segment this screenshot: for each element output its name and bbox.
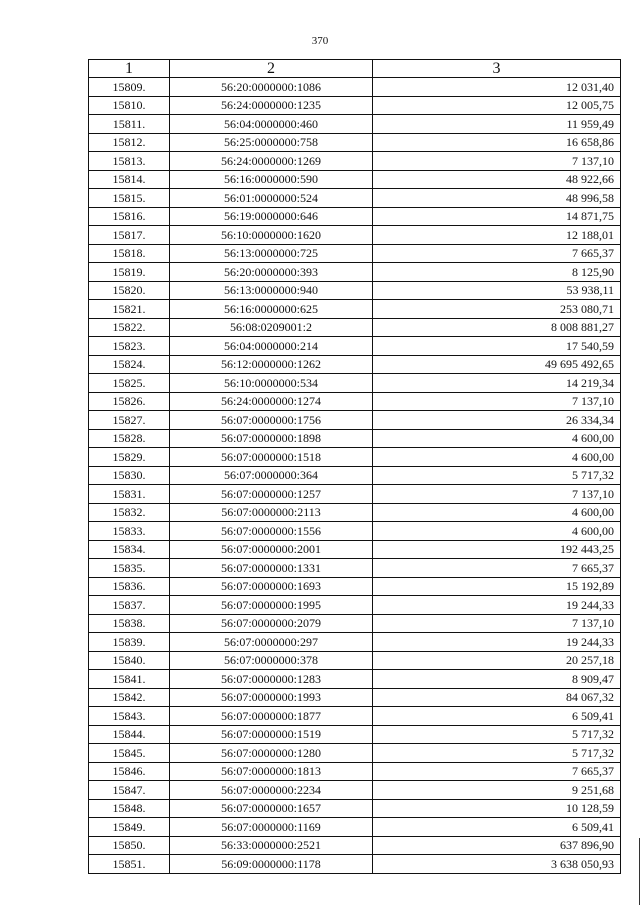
row-number-cell: 15833. xyxy=(89,522,170,541)
cadastral-number-cell: 56:07:0000000:297 xyxy=(170,633,373,652)
table-row xyxy=(89,855,621,874)
table-row xyxy=(89,762,621,781)
value-cell: 7 137,10 xyxy=(373,152,621,171)
value-cell: 7 137,10 xyxy=(373,614,621,633)
cadastral-number-cell: 56:10:0000000:1620 xyxy=(170,226,373,245)
table-row xyxy=(89,670,621,689)
table-row xyxy=(89,226,621,245)
cadastral-number-cell: 56:07:0000000:1898 xyxy=(170,429,373,448)
row-number-cell: 15812. xyxy=(89,133,170,152)
cadastral-number-cell: 56:24:0000000:1274 xyxy=(170,392,373,411)
row-number-cell: 15826. xyxy=(89,392,170,411)
row-number-cell: 15831. xyxy=(89,485,170,504)
cadastral-number-cell: 56:16:0000000:625 xyxy=(170,300,373,319)
row-number-cell: 15828. xyxy=(89,429,170,448)
table-row xyxy=(89,170,621,189)
row-number-cell: 15825. xyxy=(89,374,170,393)
table-row xyxy=(89,522,621,541)
table-row xyxy=(89,818,621,837)
row-number-cell: 15847. xyxy=(89,781,170,800)
cadastral-number-cell: 56:07:0000000:1657 xyxy=(170,799,373,818)
table-row xyxy=(89,78,621,97)
cadastral-number-cell: 56:24:0000000:1269 xyxy=(170,152,373,171)
value-cell: 53 938,11 xyxy=(373,281,621,300)
table-row xyxy=(89,781,621,800)
table-row xyxy=(89,374,621,393)
cadastral-number-cell: 56:13:0000000:725 xyxy=(170,244,373,263)
cadastral-number-cell: 56:12:0000000:1262 xyxy=(170,355,373,374)
value-cell: 15 192,89 xyxy=(373,577,621,596)
cadastral-number-cell: 56:07:0000000:1993 xyxy=(170,688,373,707)
row-number-cell: 15821. xyxy=(89,300,170,319)
row-number-cell: 15851. xyxy=(89,855,170,874)
page-number: 370 xyxy=(311,35,329,47)
table-row xyxy=(89,448,621,467)
cadastral-number-cell: 56:09:0000000:1178 xyxy=(170,855,373,874)
value-cell: 17 540,59 xyxy=(373,337,621,356)
table-row xyxy=(89,133,621,152)
row-number-cell: 15838. xyxy=(89,614,170,633)
value-cell: 84 067,32 xyxy=(373,688,621,707)
value-cell: 12 031,40 xyxy=(373,78,621,97)
row-number-cell: 15813. xyxy=(89,152,170,171)
value-cell: 9 251,68 xyxy=(373,781,621,800)
row-number-cell: 15835. xyxy=(89,559,170,578)
row-number-cell: 15839. xyxy=(89,633,170,652)
cadastral-number-cell: 56:07:0000000:1995 xyxy=(170,596,373,615)
row-number-cell: 15837. xyxy=(89,596,170,615)
table-row xyxy=(89,725,621,744)
row-number-cell: 15814. xyxy=(89,170,170,189)
value-cell: 48 922,66 xyxy=(373,170,621,189)
row-number-cell: 15818. xyxy=(89,244,170,263)
table-row xyxy=(89,577,621,596)
row-number-cell: 15843. xyxy=(89,707,170,726)
value-cell: 19 244,33 xyxy=(373,596,621,615)
value-cell: 7 137,10 xyxy=(373,485,621,504)
cadastral-number-cell: 56:07:0000000:1280 xyxy=(170,744,373,763)
value-cell: 12 188,01 xyxy=(373,226,621,245)
row-number-cell: 15829. xyxy=(89,448,170,467)
cadastral-number-cell: 56:24:0000000:1235 xyxy=(170,96,373,115)
cadastral-number-cell: 56:04:0000000:214 xyxy=(170,337,373,356)
cadastral-number-cell: 56:07:0000000:2079 xyxy=(170,614,373,633)
table-row xyxy=(89,318,621,337)
value-cell: 6 509,41 xyxy=(373,707,621,726)
row-number-cell: 15820. xyxy=(89,281,170,300)
value-cell: 8 008 881,27 xyxy=(373,318,621,337)
column-header-1: 1 xyxy=(89,60,170,78)
cadastral-number-cell: 56:07:0000000:1169 xyxy=(170,818,373,837)
value-cell: 5 717,32 xyxy=(373,466,621,485)
table-body xyxy=(89,78,621,874)
data-table xyxy=(88,59,621,874)
value-cell: 8 125,90 xyxy=(373,263,621,282)
row-number-cell: 15811. xyxy=(89,115,170,134)
cadastral-number-cell: 56:20:0000000:393 xyxy=(170,263,373,282)
cadastral-number-cell: 56:07:0000000:1257 xyxy=(170,485,373,504)
row-number-cell: 15849. xyxy=(89,818,170,837)
table-row xyxy=(89,355,621,374)
table-row xyxy=(89,429,621,448)
cadastral-number-cell: 56:07:0000000:1518 xyxy=(170,448,373,467)
value-cell: 5 717,32 xyxy=(373,725,621,744)
table-row xyxy=(89,411,621,430)
value-cell: 48 996,58 xyxy=(373,189,621,208)
row-number-cell: 15822. xyxy=(89,318,170,337)
table-row xyxy=(89,281,621,300)
table-header-row xyxy=(89,60,621,78)
row-number-cell: 15836. xyxy=(89,577,170,596)
cadastral-number-cell: 56:01:0000000:524 xyxy=(170,189,373,208)
row-number-cell: 15816. xyxy=(89,207,170,226)
table-row xyxy=(89,485,621,504)
value-cell: 10 128,59 xyxy=(373,799,621,818)
row-number-cell: 15846. xyxy=(89,762,170,781)
cadastral-number-cell: 56:20:0000000:1086 xyxy=(170,78,373,97)
table-row xyxy=(89,633,621,652)
value-cell: 5 717,32 xyxy=(373,744,621,763)
cadastral-number-cell: 56:07:0000000:2001 xyxy=(170,540,373,559)
value-cell: 7 665,37 xyxy=(373,762,621,781)
value-cell: 14 871,75 xyxy=(373,207,621,226)
value-cell: 4 600,00 xyxy=(373,448,621,467)
row-number-cell: 15844. xyxy=(89,725,170,744)
value-cell: 19 244,33 xyxy=(373,633,621,652)
column-header-3: 3 xyxy=(373,60,621,78)
value-cell: 4 600,00 xyxy=(373,522,621,541)
row-number-cell: 15850. xyxy=(89,836,170,855)
row-number-cell: 15845. xyxy=(89,744,170,763)
value-cell: 11 959,49 xyxy=(373,115,621,134)
cadastral-number-cell: 56:10:0000000:534 xyxy=(170,374,373,393)
cadastral-number-cell: 56:07:0000000:1813 xyxy=(170,762,373,781)
row-number-cell: 15823. xyxy=(89,337,170,356)
table-row xyxy=(89,651,621,670)
value-cell: 20 257,18 xyxy=(373,651,621,670)
cadastral-number-cell: 56:08:0209001:2 xyxy=(170,318,373,337)
cadastral-number-cell: 56:07:0000000:1756 xyxy=(170,411,373,430)
table-row xyxy=(89,207,621,226)
row-number-cell: 15815. xyxy=(89,189,170,208)
table-row xyxy=(89,503,621,522)
cadastral-number-cell: 56:04:0000000:460 xyxy=(170,115,373,134)
cadastral-number-cell: 56:07:0000000:364 xyxy=(170,466,373,485)
cadastral-number-cell: 56:07:0000000:378 xyxy=(170,651,373,670)
table-row xyxy=(89,96,621,115)
row-number-cell: 15824. xyxy=(89,355,170,374)
row-number-cell: 15834. xyxy=(89,540,170,559)
cadastral-number-cell: 56:13:0000000:940 xyxy=(170,281,373,300)
row-number-cell: 15817. xyxy=(89,226,170,245)
table-row xyxy=(89,466,621,485)
table-row xyxy=(89,614,621,633)
cadastral-number-cell: 56:07:0000000:1693 xyxy=(170,577,373,596)
table-row xyxy=(89,337,621,356)
cadastral-number-cell: 56:33:0000000:2521 xyxy=(170,836,373,855)
row-number-cell: 15848. xyxy=(89,799,170,818)
value-cell: 6 509,41 xyxy=(373,818,621,837)
table-row xyxy=(89,540,621,559)
cadastral-number-cell: 56:07:0000000:1331 xyxy=(170,559,373,578)
table-row xyxy=(89,688,621,707)
row-number-cell: 15840. xyxy=(89,651,170,670)
value-cell: 26 334,34 xyxy=(373,411,621,430)
cadastral-number-cell: 56:07:0000000:2234 xyxy=(170,781,373,800)
row-number-cell: 15827. xyxy=(89,411,170,430)
cadastral-number-cell: 56:07:0000000:1283 xyxy=(170,670,373,689)
cadastral-number-cell: 56:07:0000000:2113 xyxy=(170,503,373,522)
row-number-cell: 15832. xyxy=(89,503,170,522)
value-cell: 7 665,37 xyxy=(373,244,621,263)
table-row xyxy=(89,744,621,763)
table-row xyxy=(89,300,621,319)
cadastral-number-cell: 56:07:0000000:1519 xyxy=(170,725,373,744)
table-row xyxy=(89,559,621,578)
row-number-cell: 15842. xyxy=(89,688,170,707)
table-row xyxy=(89,115,621,134)
value-cell: 253 080,71 xyxy=(373,300,621,319)
value-cell: 7 137,10 xyxy=(373,392,621,411)
value-cell: 637 896,90 xyxy=(373,836,621,855)
cadastral-number-cell: 56:19:0000000:646 xyxy=(170,207,373,226)
table-row xyxy=(89,707,621,726)
value-cell: 4 600,00 xyxy=(373,429,621,448)
cadastral-number-cell: 56:07:0000000:1556 xyxy=(170,522,373,541)
value-cell: 7 665,37 xyxy=(373,559,621,578)
table-row xyxy=(89,263,621,282)
value-cell: 3 638 050,93 xyxy=(373,855,621,874)
table-row xyxy=(89,596,621,615)
value-cell: 12 005,75 xyxy=(373,96,621,115)
row-number-cell: 15809. xyxy=(89,78,170,97)
table-row xyxy=(89,189,621,208)
row-number-cell: 15841. xyxy=(89,670,170,689)
table-row xyxy=(89,836,621,855)
table-row xyxy=(89,152,621,171)
table-row xyxy=(89,392,621,411)
value-cell: 49 695 492,65 xyxy=(373,355,621,374)
value-cell: 14 219,34 xyxy=(373,374,621,393)
row-number-cell: 15810. xyxy=(89,96,170,115)
value-cell: 192 443,25 xyxy=(373,540,621,559)
row-number-cell: 15830. xyxy=(89,466,170,485)
value-cell: 4 600,00 xyxy=(373,503,621,522)
value-cell: 16 658,86 xyxy=(373,133,621,152)
row-number-cell: 15819. xyxy=(89,263,170,282)
cadastral-number-cell: 56:16:0000000:590 xyxy=(170,170,373,189)
table-row xyxy=(89,799,621,818)
table-row xyxy=(89,244,621,263)
column-header-2: 2 xyxy=(170,60,373,78)
cadastral-number-cell: 56:25:0000000:758 xyxy=(170,133,373,152)
cadastral-number-cell: 56:07:0000000:1877 xyxy=(170,707,373,726)
value-cell: 8 909,47 xyxy=(373,670,621,689)
